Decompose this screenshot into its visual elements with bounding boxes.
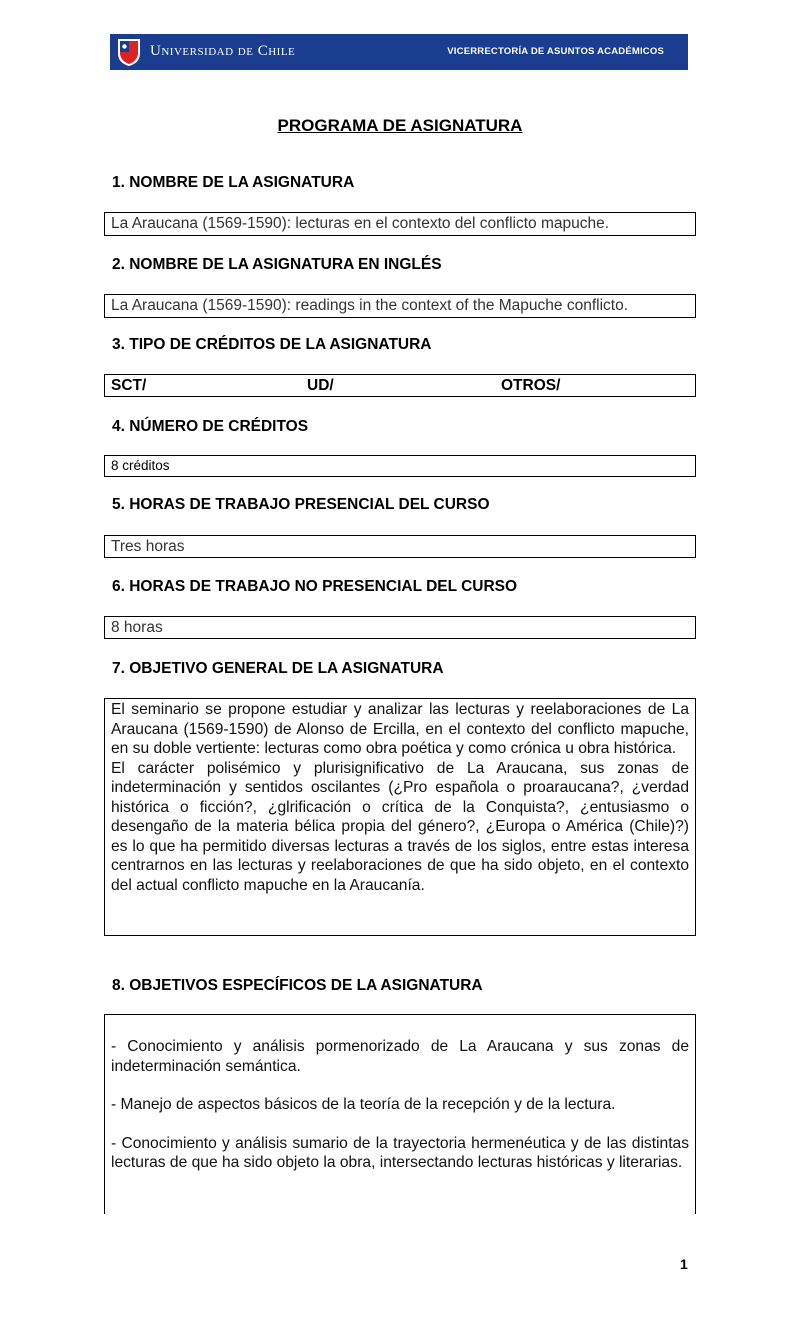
page-title: PROGRAMA DE ASIGNATURA xyxy=(277,116,523,135)
objective-paragraph-1: El seminario se propone estudiar y analizar las lecturas y reelaboraciones de La Araucana (1569-1590) de Alonso de Ercilla, en el contexto del conflicto mapuche, en su doble vertiente: lecturas como obra poética y como crónica u obra histórica. xyxy=(111,701,689,757)
header-banner xyxy=(110,34,688,70)
section-7-box xyxy=(104,698,696,936)
section-5-value: Tres horas xyxy=(104,535,696,558)
credit-type-sct: SCT/ xyxy=(111,377,147,394)
university-name: Universidad de Chile xyxy=(150,43,296,59)
section-2-heading: 2. NOMBRE DE LA ASIGNATURA EN INGLÉS xyxy=(112,256,442,273)
section-3-heading: 3. TIPO DE CRÉDITOS DE LA ASIGNATURA xyxy=(112,336,432,353)
section-2-value: La Araucana (1569-1590): readings in the context of the Mapuche conflicto. xyxy=(104,294,696,318)
section-7-heading: 7. OBJETIVO GENERAL DE LA ASIGNATURA xyxy=(112,660,444,677)
section-6-value: 8 horas xyxy=(104,616,696,639)
section-8-heading: 8. OBJETIVOS ESPECÍFICOS DE LA ASIGNATURA xyxy=(112,977,483,994)
credit-types-box xyxy=(104,374,696,397)
section-1-value: La Araucana (1569-1590): lecturas en el contexto del conflicto mapuche. xyxy=(104,212,696,236)
specific-objective-2: - Manejo de aspectos básicos de la teoría de la recepción y de la lectura. xyxy=(111,1096,616,1113)
vicerrectoria-label: VICERRECTORÍA DE ASUNTOS ACADÉMICOS xyxy=(447,46,664,57)
section-1-heading: 1. NOMBRE DE LA ASIGNATURA xyxy=(112,174,355,191)
section-4-heading: 4. NÚMERO DE CRÉDITOS xyxy=(112,418,309,435)
university-crest-icon xyxy=(115,37,143,67)
specific-objective-1: - Conocimiento y análisis pormenorizado de La Araucana y sus zonas de indeterminación semántica. xyxy=(111,1038,689,1075)
section-4-value: 8 créditos xyxy=(104,455,696,477)
page-number: 1 xyxy=(680,1256,688,1272)
section-6-heading: 6. HORAS DE TRABAJO NO PRESENCIAL DEL CURSO xyxy=(112,578,518,595)
section-8-box xyxy=(104,1014,696,1214)
credit-type-ud: UD/ xyxy=(307,377,334,394)
credit-type-otros: OTROS/ xyxy=(501,377,561,394)
specific-objective-3: - Conocimiento y análisis sumario de la trayectoria hermenéutica y de las distintas lecturas de que ha sido objeto la obra, intersectando lecturas históricas y literarias. xyxy=(111,1134,689,1171)
objective-paragraph-2: El carácter polisémico y plurisignificativo de La Araucana, sus zonas de indeterminación y sentidos oscilantes (¿Pro española o proaraucana?, ¿verdad histórica o ficción?, ¿glrificación o crítica de la Conquista?, ¿entusiasmo o desengaño de la materia bélica propia del género?, ¿Europa o América (Chile)?) es lo que ha permitido diversas lecturas a través de los siglos, entre estas interesa centrarnos en las lecturas y reelaboraciones de que ha sido objeto, en el contexto del actual conflicto mapuche en la Araucanía. xyxy=(111,759,689,894)
section-5-heading: 5. HORAS DE TRABAJO PRESENCIAL DEL CURSO xyxy=(112,496,490,513)
